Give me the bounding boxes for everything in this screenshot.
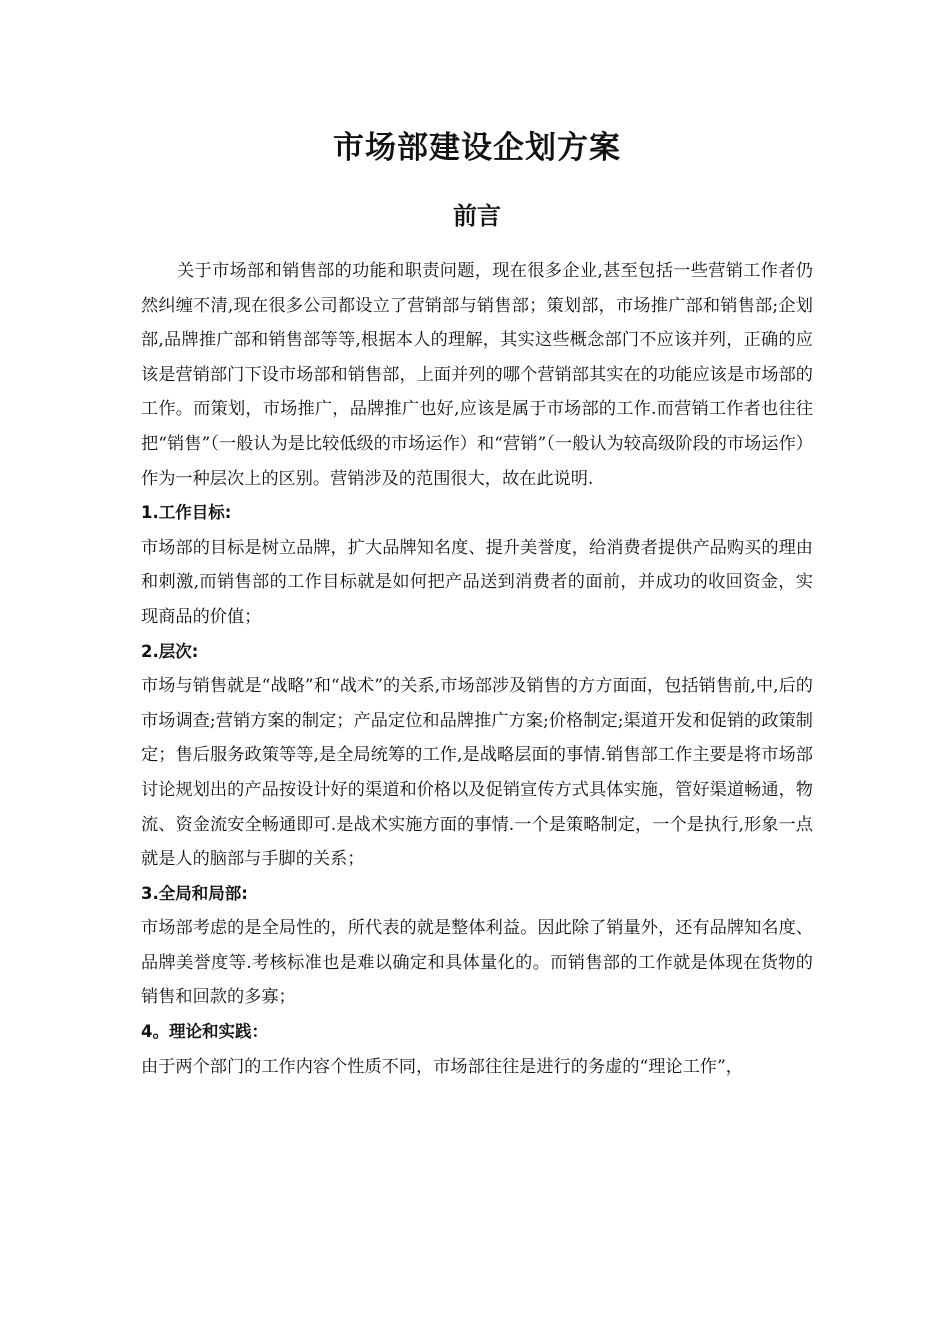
document-title: 市场部建设企划方案: [333, 130, 621, 166]
section-heading-goals: 1.工作目标:: [141, 503, 232, 523]
section-text-goals: 市场部的目标是树立品牌，扩大品牌知名度、提升美誉度，给消费者提供产品购买的理由和刺激,而销售部的工作目标就是如何把产品送到消费者的面前，并成功的收回资金，实现商品的价值；: [141, 537, 813, 627]
section-heading-theory-practice: 4。理论和实践：: [141, 1022, 268, 1042]
section-heading-global-local: 3.全局和局部:: [141, 883, 248, 903]
section-text-levels: 市场与销售就是“战略”和“战术”的关系,市场部涉及销售的方方面面，包括销售前,中,后的市场调查;营销方案的制定；产品定位和品牌推广方案;价格制定;渠道开发和促销的政策制定；售后服务政策等等,是全局统筹的工作,是战略层面的事情.销售部工作主要是将市场部讨论规划出的产品按设计好的渠道和价格以及促销宣传方式具体实施，管好渠道畅通，物流、资金流安全畅通即可.是战术实施方面的事情.一个是策略制定，一个是执行,形象一点就是人的脑部与手脚的关系；: [141, 676, 813, 870]
section-text-theory-practice: 由于两个部门的工作内容个性质不同，市场部往往是进行的务虚的“理论工作”，: [141, 1056, 743, 1077]
section-text-global-local: 市场部考虑的是全局性的，所代表的就是整体利益。因此除了销量外，还有品牌知名度、品牌美誉度等.考核标准也是难以确定和具体量化的。而销售部的工作就是体现在货物的销售和回款的多寡；: [141, 918, 813, 1008]
section-heading-levels: 2.层次:: [141, 641, 199, 661]
preface-paragraph: 关于市场部和销售部的功能和职责问题，现在很多企业,甚至包括一些营销工作者仍然纠缠不清,现在很多公司都设立了营销部与销售部；策划部，市场推广部和销售部;企划部,品牌推广部和销售部等等,根据本人的理解，其实这些概念部门不应该并列，正确的应该是营销部门下设市场部和销售部，上面并列的哪个营销部其实在的功能应该是市场部的工作。而策划，市场推广，品牌推广也好,应该是属于市场部的工作.而营销工作者也往往把“销售”（一般认为是比较低级的市场运作）和“营销”（一般认为较高级阶段的市场运作）作为一种层次上的区别。营销涉及的范围很大，故在此说明.: [141, 261, 813, 489]
document-body: [141, 254, 813, 1084]
preface-heading: 前言: [453, 202, 501, 230]
